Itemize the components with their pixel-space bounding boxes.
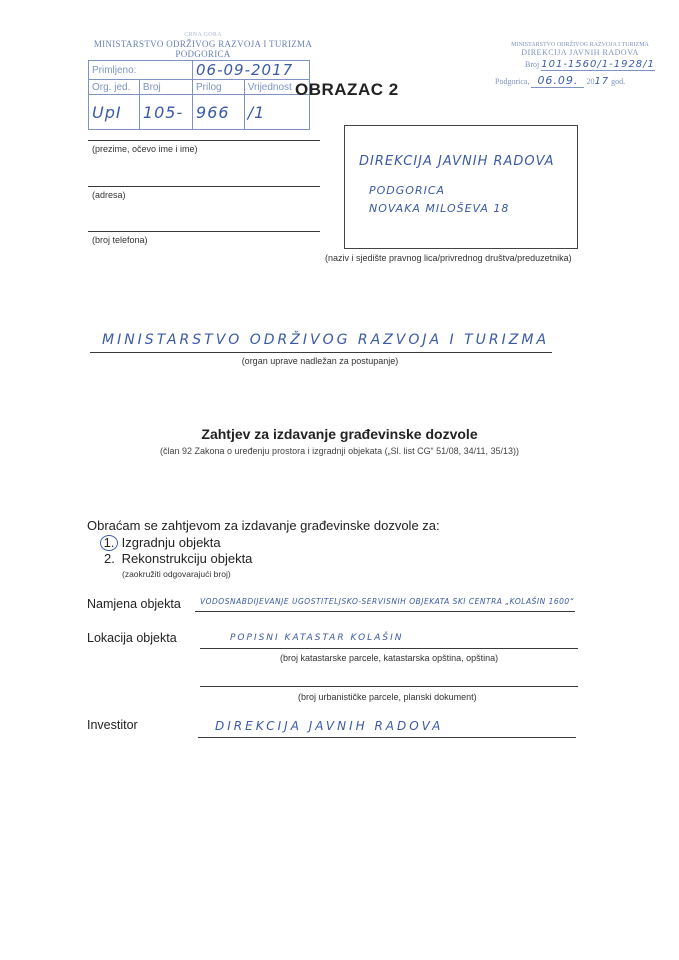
option-2[interactable] — [104, 551, 252, 566]
address-caption: (adresa) — [92, 190, 126, 200]
col-org-jed: Org. jed. — [89, 80, 140, 95]
registry-department: DIREKCIJA JAVNIH RADOVA — [521, 48, 639, 57]
investor-label: Investitor — [87, 718, 138, 732]
purpose-value: VODOSNABDIJEVANJE UGOSTITELJSKO-SERVISNIH OBJEKATA SKI CENTRA „KOLAŠIN 1600“ — [200, 597, 575, 606]
investor-line[interactable] — [198, 737, 576, 738]
urban-parcel-line[interactable] — [200, 686, 578, 687]
registry-date-row: Podgorica, 06.09. 2017 god. — [495, 74, 626, 87]
legal-entity-caption: (naziv i sjedište pravnog lica/privrednog društva/preduzetnika) — [325, 253, 572, 263]
val-org-jed: UpI — [89, 95, 140, 130]
location-value: POPISNI KATASTAR KOLAŠIN — [230, 633, 404, 643]
purpose-label: Namjena objekta — [87, 597, 181, 611]
request-title: Zahtjev za izdavanje građevinske dozvole — [201, 426, 478, 442]
request-intro: Obraćam se zahtjevom za izdavanje građevinske dozvole za: — [87, 518, 440, 533]
option-2-number: 2. — [104, 551, 115, 566]
authority-caption: (organ uprave nadležan za postupanje) — [241, 356, 399, 366]
stamp-institution: MINISTARSTVO ODRŽIVOG RAZVOJA I TURIZMA — [93, 39, 313, 49]
col-broj: Broj — [139, 80, 192, 95]
legal-entity-street: NOVAKA MILOŠEVA 18 — [369, 202, 510, 215]
received-stamp-table — [88, 60, 310, 130]
option-1-number: 1. — [100, 535, 118, 551]
location-caption: (broj katastarske parcele, katastarska opština, opština) — [280, 653, 499, 663]
col-vrijednost: Vrijednost — [244, 80, 309, 95]
received-stamp — [88, 32, 318, 59]
options-hint: (zaokružiti odgovarajući broj) — [122, 569, 231, 579]
stamp-city: PODGORICA — [175, 49, 231, 59]
form-title: OBRAZAC 2 — [295, 80, 399, 99]
authority-value: MINISTARSTVO ODRŽIVOG RAZVOJA I TURIZMA — [102, 332, 550, 348]
val-vrijednost: /1 — [244, 95, 309, 130]
received-label: Primljeno: — [89, 61, 193, 80]
phone-line[interactable] — [88, 231, 320, 232]
received-date: 06-09-2017 — [193, 61, 310, 80]
address-line[interactable] — [88, 186, 320, 187]
registry-number-row: Broj 101-1560/1-1928/1 — [525, 59, 655, 70]
location-line[interactable] — [200, 648, 578, 649]
phone-caption: (broj telefona) — [92, 235, 148, 245]
name-line[interactable] — [88, 140, 320, 141]
purpose-line[interactable] — [195, 611, 575, 612]
option-2-label: Rekonstrukciju objekta — [121, 551, 253, 566]
location-label: Lokacija objekta — [87, 631, 177, 645]
urban-parcel-caption: (broj urbanističke parcele, planski dokument) — [298, 692, 477, 702]
legal-entity-name: DIREKCIJA JAVNIH RADOVA — [359, 154, 555, 169]
option-1[interactable] — [104, 535, 221, 551]
authority-line[interactable] — [90, 352, 552, 353]
val-prilog: 966 — [193, 95, 245, 130]
legal-entity-box[interactable] — [344, 125, 578, 249]
col-prilog: Prilog — [193, 80, 245, 95]
registry-institution: MINISTARSTVO ODRŽIVOG RAZVOJA I TURIZMA — [511, 42, 649, 48]
request-subtitle: (član 92 Zakona o uređenju prostora i izgradnji objekata („Sl. list CG“ 51/08, 34/11, 35/13)) — [159, 446, 520, 456]
option-1-label: Izgradnju objekta — [121, 535, 221, 550]
stamp-country: CRNA GORA — [184, 32, 222, 38]
investor-value: DIREKCIJA JAVNIH RADOVA — [215, 719, 444, 733]
name-caption: (prezime, očevo ime i ime) — [92, 144, 198, 154]
registry-stamp — [495, 42, 665, 87]
val-broj: 105- — [139, 95, 192, 130]
legal-entity-city: PODGORICA — [369, 184, 446, 197]
